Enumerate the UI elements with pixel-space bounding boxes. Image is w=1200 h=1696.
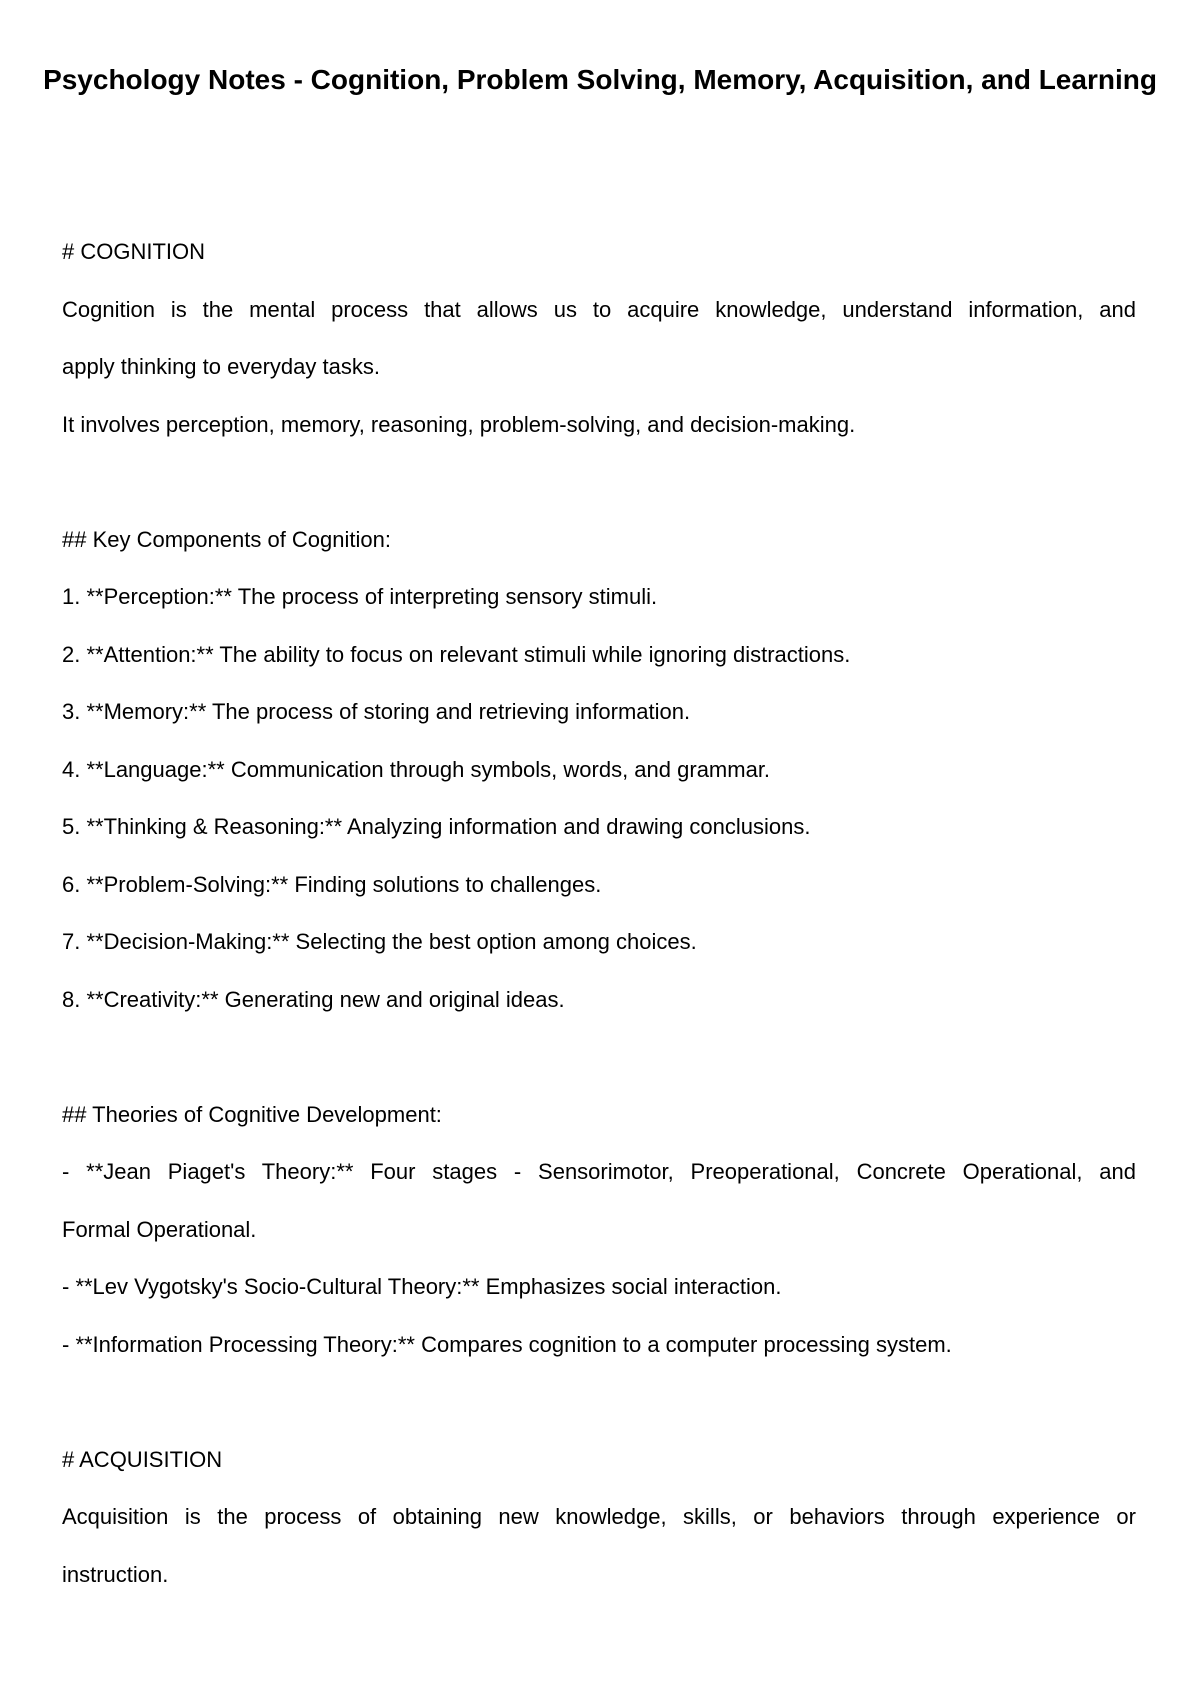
theories-heading: ## Theories of Cognitive Development: [62,1101,442,1127]
list-item: 2. **Attention:** The ability to focus on relevant stimuli while ignoring distractions. [62,641,851,667]
theory-item: - **Lev Vygotsky's Socio-Cultural Theory:** Emphasizes social interaction. [62,1274,782,1299]
list-item: 7. **Decision-Making:** Selecting the best option among choices. [62,929,697,954]
acquisition-intro-line: Acquisition is the process of obtaining new knowledge, skills, or behaviors through experience or [62,1504,1136,1529]
blank-line [62,1388,1136,1446]
page-title: Psychology Notes - Cognition, Problem Solving, Memory, Acquisition, and Learning [43,64,1157,95]
acquisition-intro-line: instruction. [62,1561,169,1587]
acquisition-heading: # ACQUISITION [62,1446,223,1472]
list-item: 5. **Thinking & Reasoning:** Analyzing information and drawing conclusions. [62,814,811,839]
theory-item: Formal Operational. [62,1216,257,1242]
theory-item: - **Jean Piaget's Theory:** Four stages - Sensorimotor, Preoperational, Concrete Operational, and [62,1159,1136,1184]
blank-line [62,1043,1136,1101]
list-item: 8. **Creativity:** Generating new and original ideas. [62,986,565,1012]
list-item: 6. **Problem-Solving:** Finding solutions to challenges. [62,871,602,897]
list-item: 3. **Memory:** The process of storing and retrieving information. [62,699,691,724]
document-body [62,238,1136,1618]
theory-item: - **Information Processing Theory:** Compares cognition to a computer processing system. [62,1331,952,1357]
cognition-intro-line: Cognition is the mental process that allows us to acquire knowledge, understand information, and [62,296,1136,322]
list-item: 1. **Perception:** The process of interpreting sensory stimuli. [62,584,658,609]
cognition-heading: # COGNITION [62,239,206,264]
blank-line [62,468,1136,526]
list-item: 4. **Language:** Communication through symbols, words, and grammar. [62,756,771,782]
cognition-intro-line: apply thinking to everyday tasks. [62,354,380,379]
cognition-intro-line: It involves perception, memory, reasoning, problem-solving, and decision-making. [62,411,856,437]
key-components-heading: ## Key Components of Cognition: [62,526,391,552]
